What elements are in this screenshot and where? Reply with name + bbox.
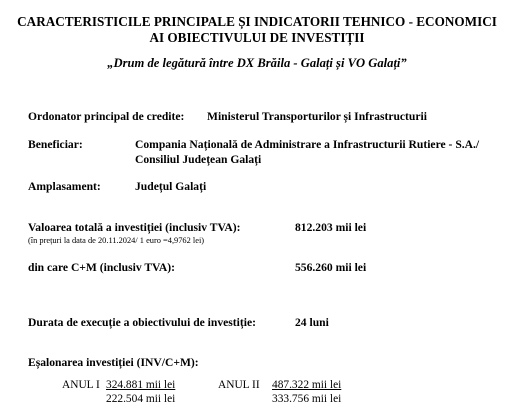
esalonare-inv-1: 324.881 mii lei xyxy=(106,379,176,391)
esalonare-year-2: ANUL II xyxy=(218,379,260,391)
cm-label: din care C+M (inclusiv TVA): xyxy=(28,261,176,274)
durata-value: 24 luni xyxy=(295,316,329,329)
beneficiar-label: Beneficiar: xyxy=(28,138,83,151)
beneficiar-value-line2: Consiliul Județean Galați xyxy=(135,153,262,166)
valoare-totala-note: (în prețuri la data de 20.11.2024/ 1 euro =4,9762 lei) xyxy=(28,236,205,245)
document-title-line1: CARACTERISTICILE PRINCIPALE ȘI INDICATORII TEHNICO - ECONOMICI xyxy=(17,14,497,29)
cm-value: 556.260 mii lei xyxy=(295,261,367,274)
valoare-totala-label: Valoarea totală a investiției (inclusiv TVA): xyxy=(28,221,241,234)
beneficiar-value-line1: Compania Națională de Administrare a Infrastructurii Rutiere - S.A./ xyxy=(135,138,480,151)
document-title-line2: AI OBIECTIVULUI DE INVESTIȚII xyxy=(149,30,365,45)
ordonator-value: Ministerul Transporturilor și Infrastructurii xyxy=(207,110,427,123)
esalonare-cm-1: 222.504 mii lei xyxy=(106,393,176,405)
valoare-totala-value: 812.203 mii lei xyxy=(295,221,367,234)
esalonare-label: Eșalonarea investiției (INV/C+M): xyxy=(28,356,199,369)
esalonare-year-1: ANUL I xyxy=(62,379,100,391)
project-name: „Drum de legătură între DX Brăila - Galați și VO Galați” xyxy=(107,56,407,70)
amplasament-label: Amplasament: xyxy=(28,180,101,193)
amplasament-value: Județul Galați xyxy=(135,180,207,193)
esalonare-inv-2: 487.322 mii lei xyxy=(272,379,342,391)
durata-label: Durata de execuție a obiectivului de investiție: xyxy=(28,316,256,329)
ordonator-label: Ordonator principal de credite: xyxy=(28,110,185,123)
esalonare-cm-2: 333.756 mii lei xyxy=(272,393,342,405)
